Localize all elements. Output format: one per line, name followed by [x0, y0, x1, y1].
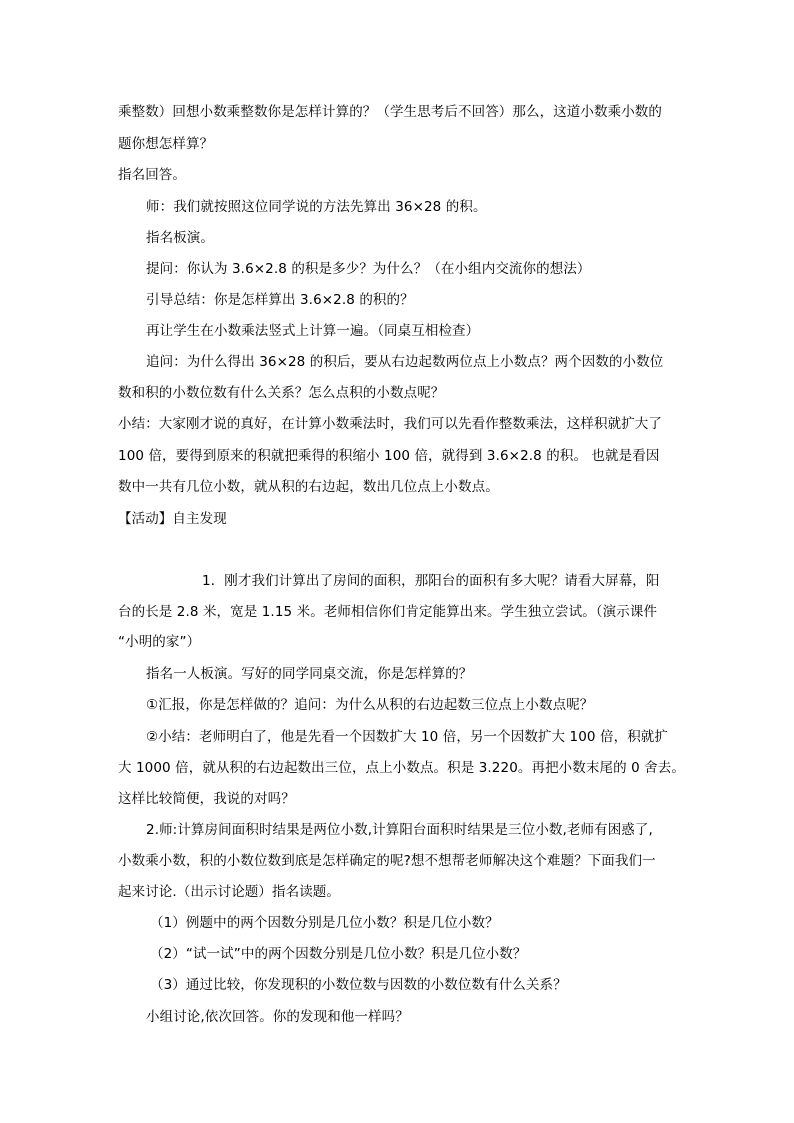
- text-line: 小结：大家刚才说的真好，在计算小数乘法时，我们可以先看作整数乘法，这样积就扩大了: [118, 416, 662, 432]
- text-line: 1．刚才我们计算出了房间的面积，那阳台的面积有多大呢？请看大屏幕，阳: [202, 573, 660, 589]
- text-line: 题你想怎样算？: [118, 136, 214, 152]
- text-line: 起来讨论.（出示讨论题）指名读题。: [118, 884, 340, 900]
- text-line: 100 倍，要得到原来的积就把乘得的积缩小 100 倍，就得到 3.6×2.8 的积。 也就是看因: [118, 448, 660, 464]
- text-line: 引导总结：你是怎样算出 3.6×2.8 的积的？: [146, 292, 414, 308]
- text-line: 再让学生在小数乘法竖式上计算一遍。（同桌互相检查）: [146, 323, 480, 339]
- text-line: ②小结：老师明白了，他是先看一个因数扩大 10 倍，另一个因数扩大 100 倍，积就扩: [146, 729, 669, 745]
- text-line: 追问：为什么得出 36×28 的积后，要从右边起数两位点上小数点？两个因数的小数位: [146, 354, 664, 370]
- text-line: （2）“试一试”中的两个因数分别是几位小数？积是几位小数？: [150, 946, 527, 962]
- text-line: 师：我们就按照这位同学说的方法先算出 36×28 的积。: [146, 199, 487, 215]
- section-heading: 【活动】自主发现: [118, 511, 227, 527]
- text-line: 数和积的小数位数有什么关系？怎么点积的小数点呢？: [118, 385, 445, 401]
- text-line: “小明的家”）: [118, 634, 201, 650]
- text-line: 2.师:计算房间面积时结果是两位小数,计算阳台面积时结果是三位小数,老师有困惑了,: [146, 822, 653, 838]
- text-line: （1）例题中的两个因数分别是几位小数？积是几位小数？: [150, 915, 499, 931]
- text-line: 小组讨论,依次回答。你的发现和他一样吗？: [146, 1009, 409, 1025]
- text-line: 数中一共有几位小数，就从积的右边起，数出几位点上小数点。: [118, 479, 499, 495]
- text-line: （3）通过比较，你发现积的小数位数与因数的小数位数有什么关系？: [150, 977, 567, 993]
- text-line: ①汇报，你是怎样做的？追问：为什么从积的右边起数三位点上小数点呢？: [146, 697, 594, 713]
- text-line: 小数乘小数，积的小数位数到底是怎样确定的呢?想不想帮老师解决这个难题？下面我们一: [118, 853, 656, 869]
- text-line: 提问：你认为 3.6×2.8 的积是多少？为什么？（在小组内交流你的想法）: [146, 261, 591, 277]
- text-line: 大 1000 倍，就从积的右边起数出三位，点上小数点。积是 3.220。再把小数末尾的 0 舍去。: [118, 760, 685, 776]
- text-line: 乘整数）回想小数乘整数你是怎样计算的？（学生思考后不回答）那么，这道小数乘小数的: [118, 104, 662, 120]
- text-line: 指名一人板演。写好的同学同桌交流，你是怎样算的？: [146, 666, 473, 682]
- text-line: 指名板演。: [146, 230, 214, 246]
- text-line: 指名回答。: [118, 167, 186, 183]
- text-line: 这样比较简便，我说的对吗？: [118, 791, 295, 807]
- text-line: 台的长是 2.8 米，宽是 1.15 米。老师相信你们肯定能算出来。学生独立尝试。（演示课件: [118, 604, 658, 620]
